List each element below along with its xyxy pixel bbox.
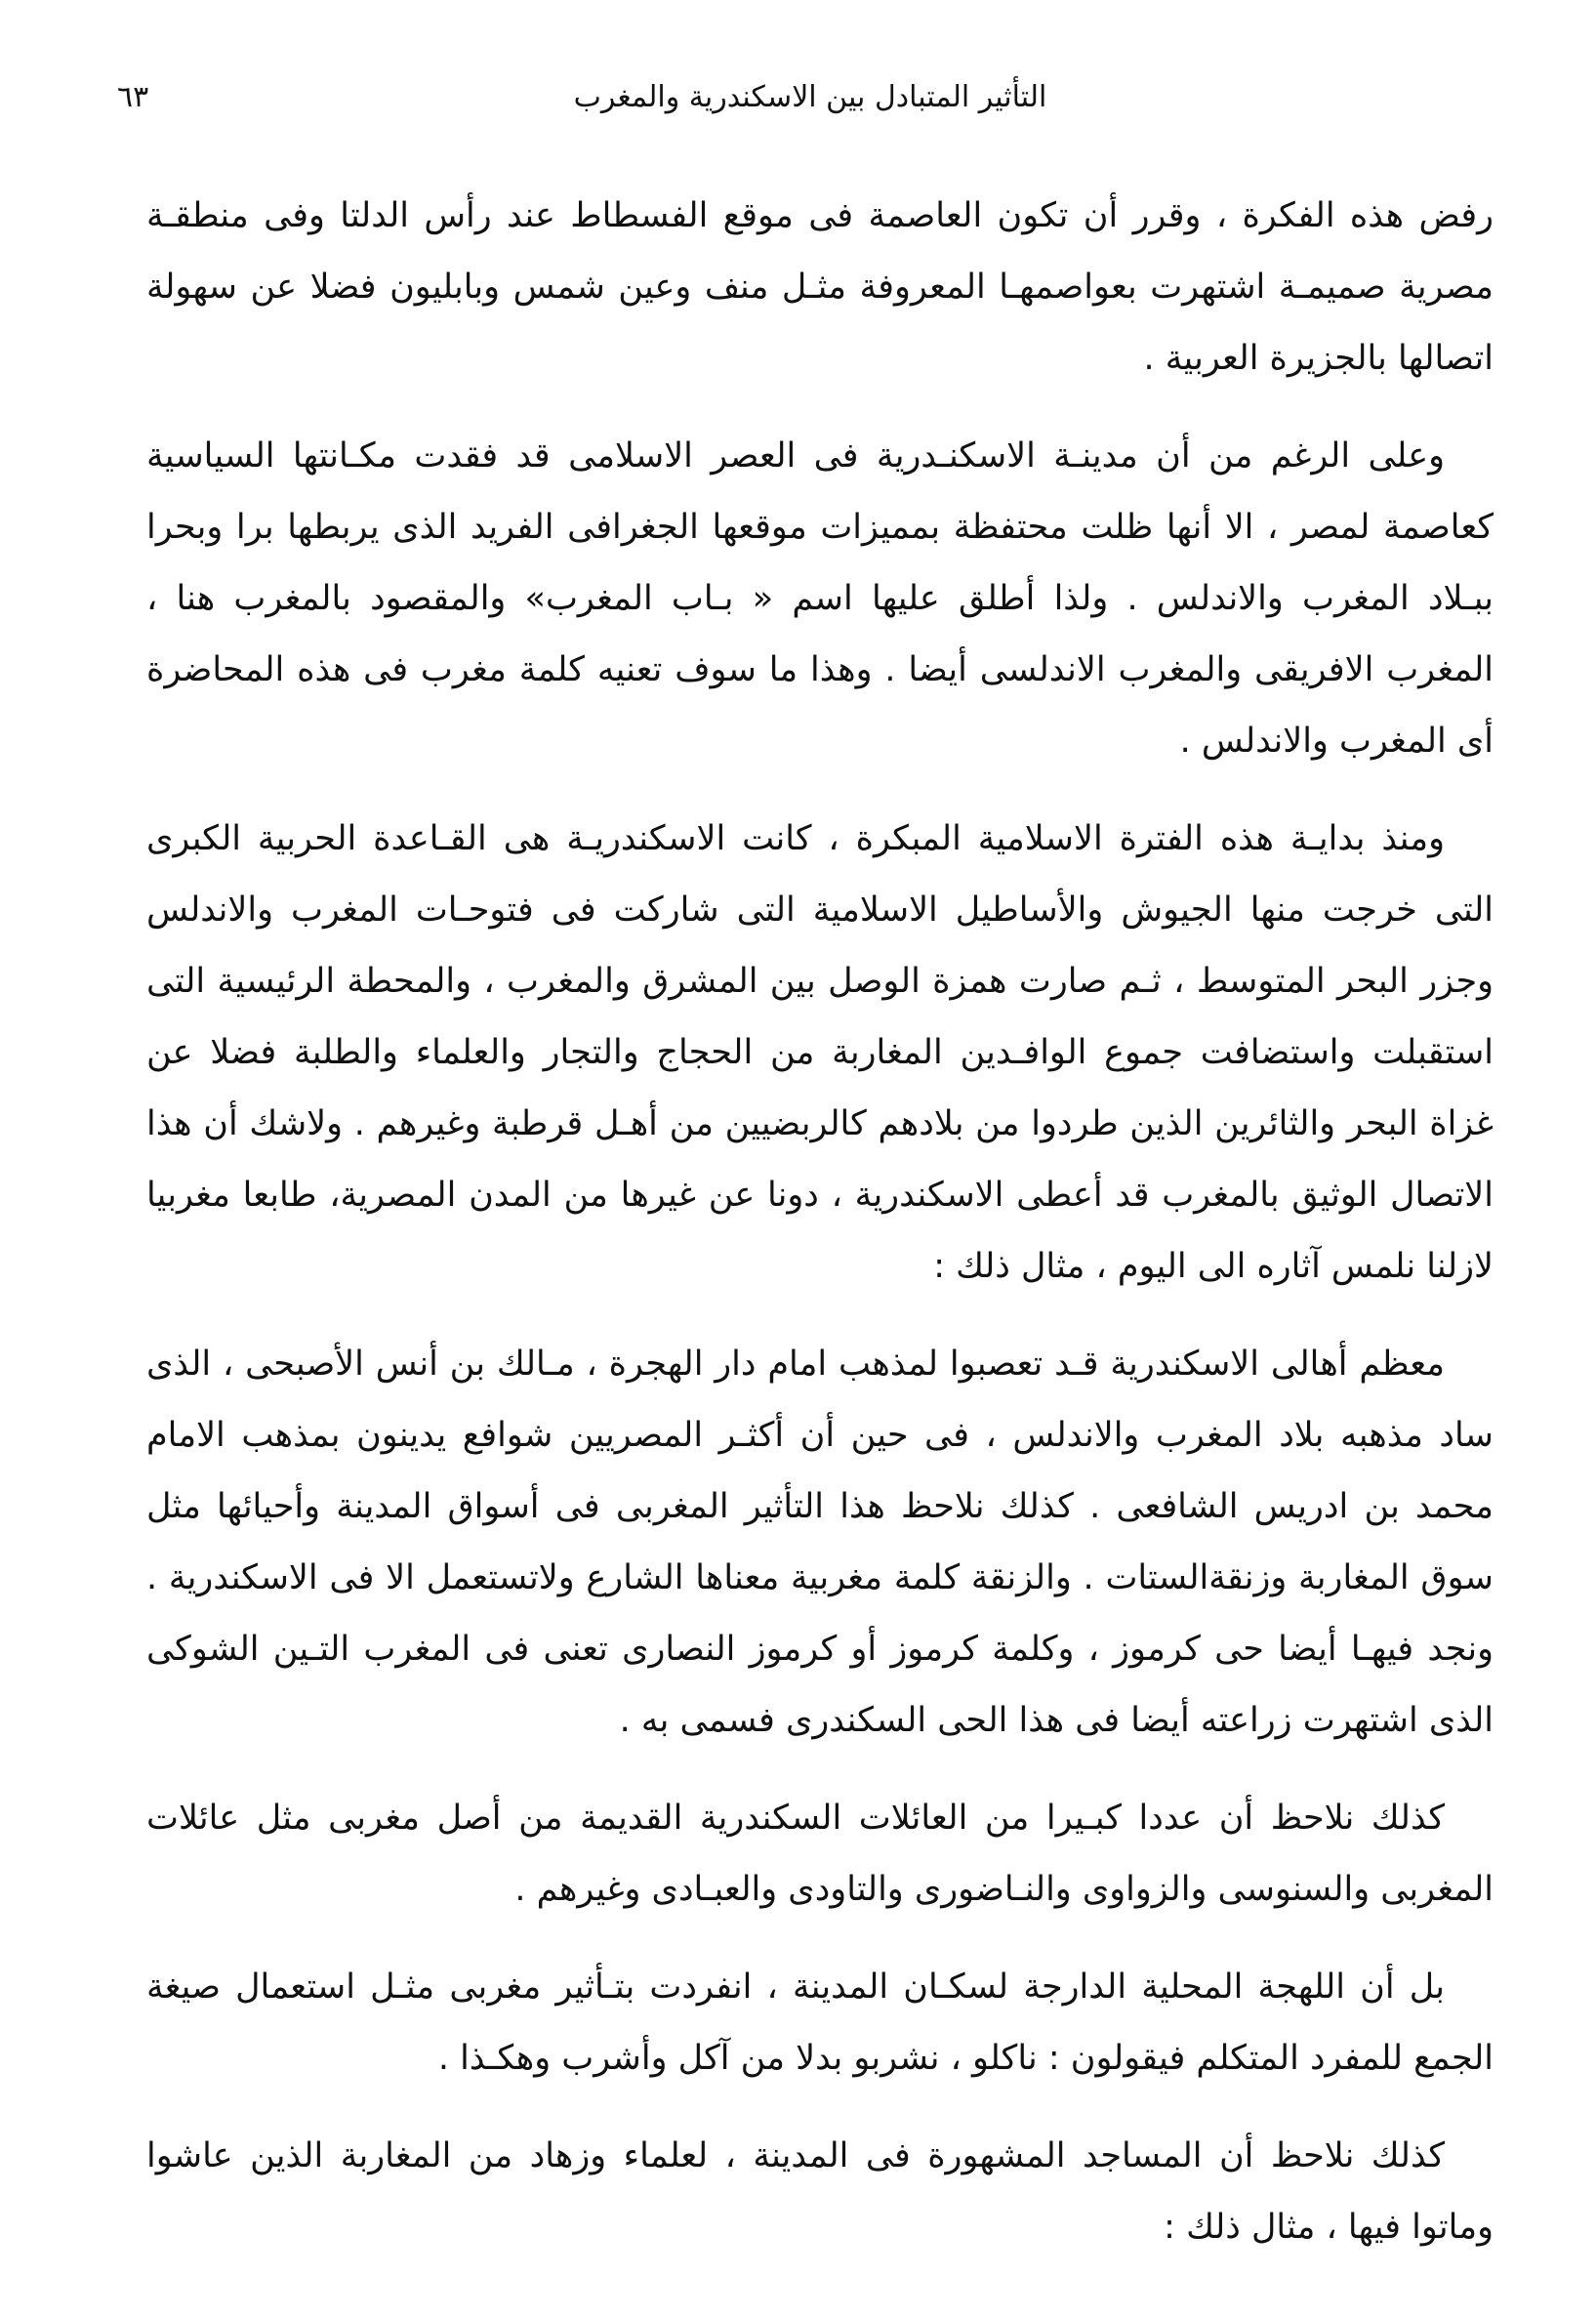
- paragraph: وعلى الرغم من أن مدينـة الاسكنـدرية فى العصر الاسلامى قد فقدت مكـانتها السياسية كعاصمة لمصر ، الا أنها ظلت محتفظة بمميزات موقعها الجغرافى الفريد الذى يربطها برا وبحرا ببـلاد المغرب والاندلس . ولذا أطلق عليها اسم « بـاب المغرب» والمقصود بالمغرب هنا ، المغرب الافريقى والمغرب الاندلسى أيضا . وهذا ما سوف تعنيه كلمة مغرب فى هذه المحاضرة أى المغرب والاندلس .: [146, 436, 1494, 761]
- page-number: ٦٣: [117, 80, 149, 114]
- paragraph: رفض هذه الفكرة ، وقرر أن تكون العاصمة فى موقع الفسطاط عند رأس الدلتا وفى منطقـة مصرية صميمـة اشتهرت بعواصمهـا المعروفة مثـل منف وعين شمس وبابليون فضلا عن سهولة اتصالها بالجزيرة العربية .: [146, 196, 1494, 378]
- paragraph: بل أن اللهجة المحلية الدارجة لسكـان المدينة ، انفردت بتـأثير مغربى مثـل استعمال صيغة الجمع للمفرد المتكلم فيقولون : ناكلو ، نشربو بدلا من آكل وأشرب وهكـذا .: [146, 1967, 1494, 2078]
- body-text: [146, 181, 1494, 2290]
- paragraph: ومنذ بدايـة هذه الفترة الاسلامية المبكرة ، كانت الاسكندريـة هى القـاعدة الحربية الكبرى التى خرجت منها الجيوش والأساطيل الاسلامية التى شاركت فى فتوحـات المغرب والاندلس وجزر البحر المتوسط ، ثـم صارت همزة الوصل بين المشرق والمغرب ، والمحطة الرئيسية التى استقبلت واستضافت جموع الوافـدين المغاربة من الحجاج والتجار والعلماء والطلبة فضلا عن غزاة البحر والثائرين الذين طردوا من بلادهم كالربضيين من أهـل قرطبة وغيرهم . ولاشك أن هذا الاتصال الوثيق بالمغرب قد أعطى الاسكندرية ، دونا عن غيرها من المدن المصرية، طابعا مغربيا لازلنا نلمس آثاره الى اليوم ، مثال ذلك :: [146, 819, 1494, 1286]
- page-header: [117, 80, 1503, 139]
- paragraph: كذلك نلاحظ أن عددا كبـيرا من العائلات السكندرية القديمة من أصل مغربى مثل عائلات المغربى والسنوسى والزواوى والنـاضورى والتاودى والعبـادى وغيرهم .: [146, 1799, 1494, 1909]
- paragraph: معظم أهالى الاسكندرية قـد تعصبوا لمذهب امام دار الهجرة ، مـالك بن أنس الأصبحى ، الذى ساد مذهبه بلاد المغرب والاندلس ، فى حين أن أكثـر المصريين شوافع يدينون بمذهب الامام محمد بن ادريس الشافعى . كذلك نلاحظ هذا التأثير المغربى فى أسواق المدينة وأحيائها مثل سوق المغاربة وزنقةالستات . والزنقة كلمة مغربية معناها الشارع ولاتستعمل الا فى الاسكندرية . ونجد فيهـا أيضا حى كرموز ، وكلمة كرموز أو كرموز النصارى تعنى فى المغرب التـين الشوكى الذى اشتهرت زراعته أيضا فى هذا الحى السكندرى فسمى به .: [146, 1345, 1494, 1740]
- running-title: التأثير المتبادل بين الاسكندرية والمغرب: [573, 80, 1047, 114]
- paragraph: كذلك نلاحظ أن المساجد المشهورة فى المدينة ، لعلماء وزهاد من المغاربة الذين عاشوا وماتوا فيها ، مثال ذلك :: [146, 2136, 1494, 2247]
